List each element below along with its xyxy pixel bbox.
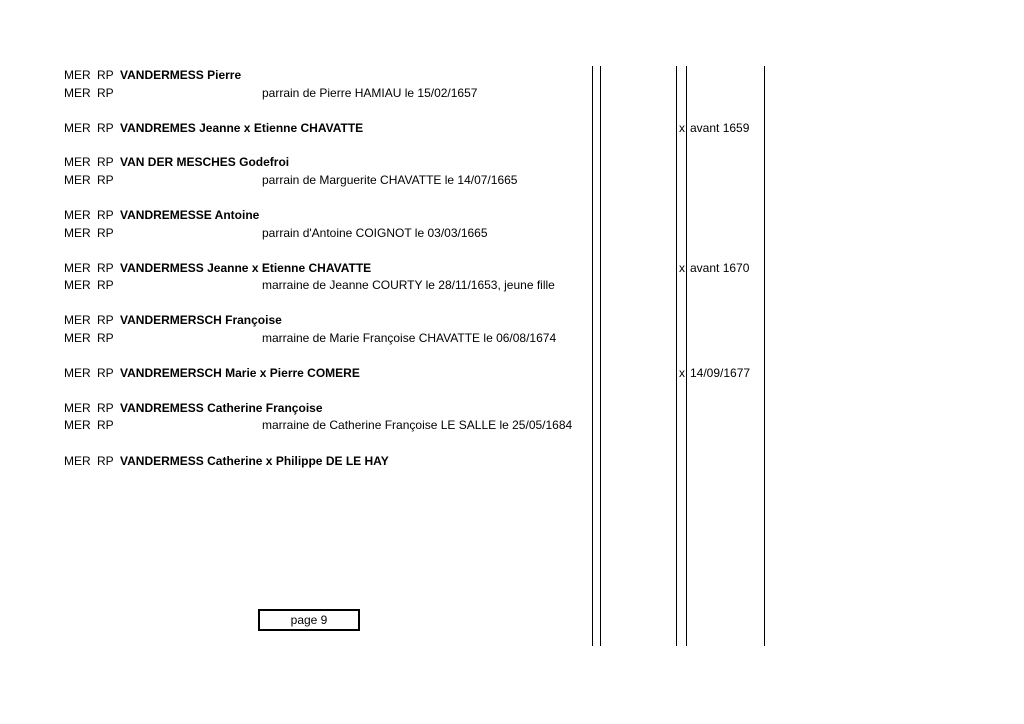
event-detail: marraine de Jeanne COURTY le 28/11/1653, jeune fille — [262, 278, 555, 292]
origin-code: MER — [64, 68, 91, 82]
register-code: RP — [97, 173, 114, 187]
origin-code: MER — [64, 261, 91, 275]
record-row — [0, 400, 1024, 416]
origin-code: MER — [64, 173, 91, 187]
origin-code: MER — [64, 208, 91, 222]
register-code: RP — [97, 86, 114, 100]
origin-code: MER — [64, 418, 91, 432]
column-separator-2 — [600, 66, 601, 646]
marriage-mark: x — [679, 261, 685, 275]
event-detail: parrain de Marguerite CHAVATTE le 14/07/1665 — [262, 173, 518, 187]
register-code: RP — [97, 313, 114, 327]
register-code: RP — [97, 401, 114, 415]
record-row — [0, 417, 1024, 433]
register-code: RP — [97, 278, 114, 292]
origin-code: MER — [64, 155, 91, 169]
register-code: RP — [97, 418, 114, 432]
record-row — [0, 225, 1024, 241]
register-code: RP — [97, 68, 114, 82]
event-detail: parrain de Pierre HAMIAU le 15/02/1657 — [262, 86, 478, 100]
origin-code: MER — [64, 86, 91, 100]
person-name: VAN DER MESCHES Godefroi — [120, 155, 290, 169]
column-separator-1 — [592, 66, 593, 646]
record-row — [0, 67, 1024, 83]
column-separator-3 — [676, 66, 677, 646]
marriage-mark: x — [679, 121, 685, 135]
person-name: VANDERMERSCH Françoise — [120, 313, 282, 327]
column-separator-4 — [686, 66, 687, 646]
person-name: VANDREMESS Catherine Françoise — [120, 401, 323, 415]
origin-code: MER — [64, 366, 91, 380]
record-row — [0, 260, 1024, 276]
origin-code: MER — [64, 278, 91, 292]
column-separator-5 — [764, 66, 765, 646]
record-row — [0, 453, 1024, 469]
event-detail: marraine de Marie Françoise CHAVATTE le 06/08/1674 — [262, 331, 557, 345]
origin-code: MER — [64, 401, 91, 415]
record-row — [0, 120, 1024, 136]
register-code: RP — [97, 331, 114, 345]
person-name: VANDERMESS Pierre — [120, 68, 242, 82]
register-code: RP — [97, 454, 114, 468]
record-row — [0, 312, 1024, 328]
register-code: RP — [97, 155, 114, 169]
person-name: VANDREMESSE Antoine — [120, 208, 260, 222]
register-code: RP — [97, 208, 114, 222]
origin-code: MER — [64, 454, 91, 468]
origin-code: MER — [64, 121, 91, 135]
origin-code: MER — [64, 226, 91, 240]
event-date: 14/09/1677 — [690, 366, 751, 380]
event-date: avant 1670 — [690, 261, 750, 275]
page-number-box — [258, 609, 360, 631]
register-code: RP — [97, 226, 114, 240]
register-code: RP — [97, 261, 114, 275]
record-row — [0, 85, 1024, 101]
person-name: VANDERMESS Catherine x Philippe DE LE HAY — [120, 454, 389, 468]
origin-code: MER — [64, 313, 91, 327]
person-name: VANDERMESS Jeanne x Etienne CHAVATTE — [120, 261, 372, 275]
event-date: avant 1659 — [690, 121, 750, 135]
record-row — [0, 330, 1024, 346]
record-row — [0, 277, 1024, 293]
person-name: VANDREMERSCH Marie x Pierre COMERE — [120, 366, 360, 380]
record-row — [0, 154, 1024, 170]
record-row — [0, 207, 1024, 223]
marriage-mark: x — [679, 366, 685, 380]
register-code: RP — [97, 121, 114, 135]
page-number-label: page 9 — [290, 613, 328, 627]
event-detail: marraine de Catherine Françoise LE SALLE le 25/05/1684 — [262, 418, 573, 432]
register-code: RP — [97, 366, 114, 380]
record-row — [0, 172, 1024, 188]
record-row — [0, 365, 1024, 381]
person-name: VANDREMES Jeanne x Etienne CHAVATTE — [120, 121, 364, 135]
origin-code: MER — [64, 331, 91, 345]
event-detail: parrain d'Antoine COIGNOT le 03/03/1665 — [262, 226, 488, 240]
